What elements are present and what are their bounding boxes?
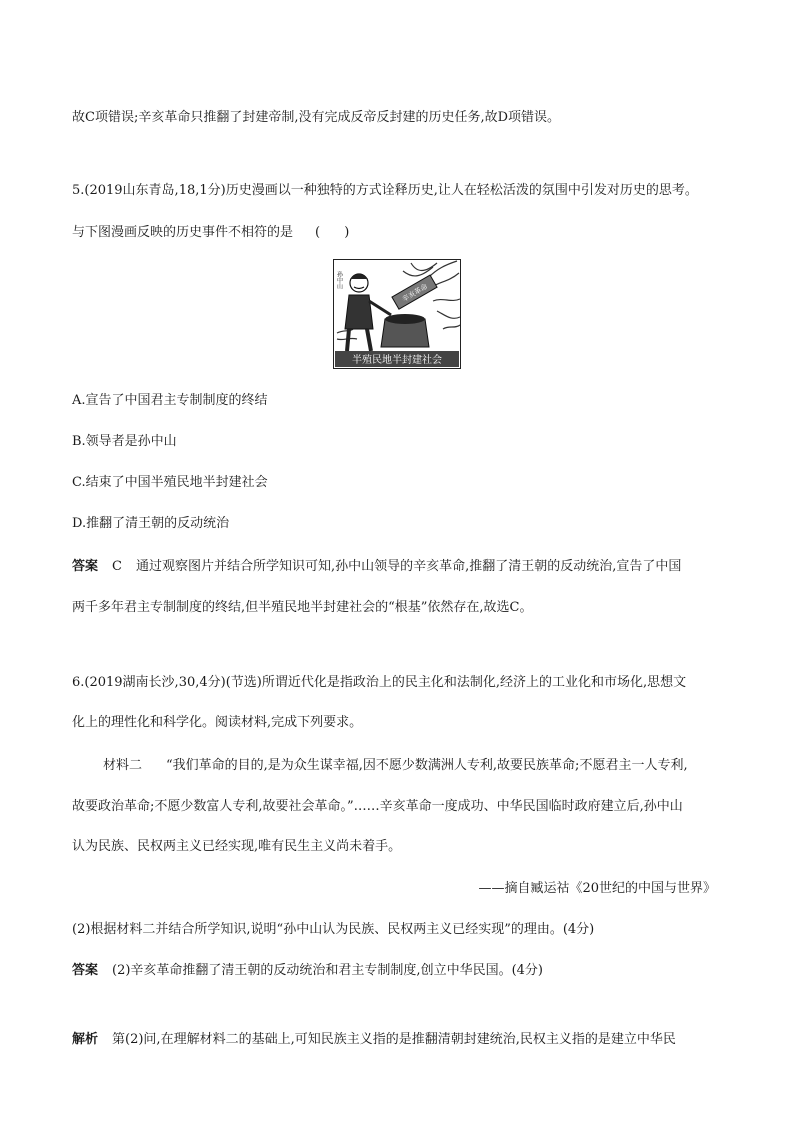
- question-6-stem: 6.(2019湖南长沙,30,4分)(节选)所谓近代化是指政治上的民主化和法制化,经济上的工业化和市场化,思想文: [72, 675, 687, 690]
- question-6-sub2: (2)根据材料二并结合所学知识,说明“孙中山认为民族、民权两主义已经实现”的理由。(4分): [72, 922, 595, 937]
- question-5-stem: 5.(2019山东青岛,18,1分)历史漫画以一种独特的方式诠释历史,让人在轻松活泼的氛围中引发对历史的思考。: [72, 183, 698, 198]
- question-5-stem-cont: [72, 223, 754, 243]
- answer-5-cont: 两千多年君主专制制度的终结,但半殖民地半封建社会的“根基”依然存在,故选C。: [72, 600, 533, 615]
- material-source: ——摘自臧运祜《20世纪的中国与世界》: [478, 881, 716, 896]
- material-label: 材料二: [103, 758, 143, 773]
- sun-yatsen-cartoon: [333, 259, 461, 369]
- option-d: D.推翻了清王朝的反动统治: [72, 516, 230, 531]
- answer-label: 答案: [72, 963, 99, 978]
- analysis: [72, 1030, 754, 1050]
- analysis-label: 解析: [72, 1032, 99, 1047]
- material-2-cont: 故要政治革命;不愿少数富人专利,故要社会革命。”……辛亥革命一度成功、中华民国临时政府建立后,孙中山: [72, 799, 683, 814]
- answer-text: (2)辛亥革命推翻了清王朝的反动统治和君主专制制度,创立中华民国。(4分): [112, 963, 543, 978]
- option-a: A.宣告了中国君主专制制度的终结: [72, 393, 268, 408]
- figure-label: 孙中山: [335, 271, 343, 289]
- question-6-stem-cont: 化上的理性化和科学化。阅读材料,完成下列要求。: [72, 715, 363, 730]
- option-b: B.领导者是孙中山: [72, 434, 177, 449]
- answer-label: 答案: [72, 559, 99, 574]
- question-5-prompt: 与下图漫画反映的历史事件不相符的是: [72, 225, 294, 240]
- option-c: C.结束了中国半殖民地半封建社会: [72, 475, 268, 490]
- material-text: “我们革命的目的,是为众生谋幸福,因不愿少数满洲人专利,故要民族革命;不愿君主一人专利,: [166, 758, 688, 773]
- analysis-text: 第(2)问,在理解材料二的基础上,可知民族主义指的是推翻清朝封建统治,民权主义指的是建立中华民: [112, 1032, 676, 1047]
- answer-explanation: 通过观察图片并结合所学知识可知,孙中山领导的辛亥革命,推翻了清王朝的反动统治,宣告了中国: [135, 559, 682, 574]
- answer-5: [72, 557, 754, 577]
- material-2-cont: 认为民族、民权两主义已经实现,唯有民生主义尚未着手。: [72, 839, 402, 854]
- stump-label: 半殖民地半封建社会: [352, 355, 442, 366]
- answer-6: [72, 961, 754, 981]
- text-line: 故C项错误;辛亥革命只推翻了封建帝制,没有完成反帝反封建的历史任务,故D项错误。: [72, 110, 561, 125]
- answer-paren: ( ): [315, 225, 360, 240]
- material-2: [103, 756, 754, 776]
- answer-letter: C: [112, 559, 122, 574]
- axe-label: 辛亥革命: [400, 282, 430, 304]
